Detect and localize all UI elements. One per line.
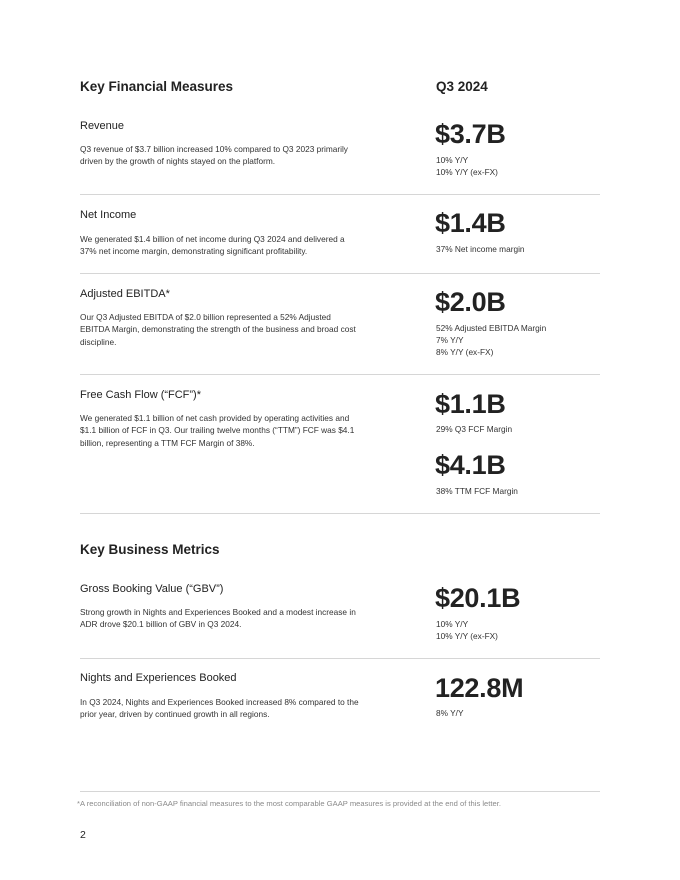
period-label: Q3 2024 (436, 79, 488, 94)
divider (80, 658, 600, 659)
revenue-value: $3.7B (435, 119, 506, 149)
net-income-value: $1.4B (435, 208, 506, 238)
nights-value: 122.8M (435, 673, 524, 703)
gbv-yoy: 10% Y/Y (436, 619, 469, 629)
net-income-description: We generated $1.4 billion of net income during Q3 2024 and delivered a 37% net income margin, demonstrating significant profitability. (80, 234, 345, 257)
fcf-description: We generated $1.1 billion of net cash provided by operating activities and $1.1 billion of FCF in Q3. Our trailing twelve months (“TTM”) FCF was $4.1 billion, representing a TTM FCF Margin of 38%. (80, 413, 355, 448)
gbv-description: Strong growth in Nights and Experiences Booked and a modest increase in ADR drove $20.1 billion of GBV in Q3 2024. (80, 607, 356, 630)
fcf-q3-margin: 29% Q3 FCF Margin (436, 424, 513, 434)
net-income-margin: 37% Net income margin (436, 244, 525, 254)
ebitda-label: Adjusted EBITDA* (80, 288, 170, 300)
gbv-value: $20.1B (435, 583, 521, 613)
page-number: 2 (80, 829, 86, 841)
ebitda-value: $2.0B (435, 287, 506, 317)
ebitda-yoy-exfx: 8% Y/Y (ex-FX) (436, 347, 494, 357)
divider (80, 374, 600, 375)
nights-description: In Q3 2024, Nights and Experiences Booked increased 8% compared to the prior year, driven by continued growth in all regions. (80, 697, 359, 720)
revenue-description: Q3 revenue of $3.7 billion increased 10% compared to Q3 2023 primarily driven by the growth of nights stayed on the platform. (80, 144, 348, 167)
nights-label: Nights and Experiences Booked (80, 672, 237, 684)
gbv-label: Gross Booking Value (“GBV”) (80, 583, 224, 595)
gbv-yoy-exfx: 10% Y/Y (ex-FX) (436, 631, 498, 641)
ebitda-yoy: 7% Y/Y (436, 335, 464, 345)
nights-yoy: 8% Y/Y (436, 708, 464, 718)
net-income-label: Net Income (80, 209, 137, 221)
ebitda-margin: 52% Adjusted EBITDA Margin (436, 323, 547, 333)
footer-divider (80, 791, 600, 792)
divider (80, 194, 600, 195)
revenue-yoy: 10% Y/Y (436, 155, 469, 165)
fcf-ttm-margin: 38% TTM FCF Margin (436, 486, 518, 496)
section-title-business: Key Business Metrics (80, 542, 220, 557)
revenue-label: Revenue (80, 120, 125, 132)
fcf-label: Free Cash Flow (“FCF”)* (80, 389, 202, 401)
divider (80, 273, 600, 274)
footnote: *A reconciliation of non-GAAP financial measures to the most comparable GAAP measures is provided at the end of this letter. (77, 799, 501, 808)
section-title-financial: Key Financial Measures (80, 79, 234, 94)
fcf-q3-value: $1.1B (435, 389, 506, 419)
ebitda-description: Our Q3 Adjusted EBITDA of $2.0 billion represented a 52% Adjusted EBITDA Margin, demonstrating the strength of the business and broad cost discipline. (80, 312, 356, 347)
revenue-yoy-exfx: 10% Y/Y (ex-FX) (436, 167, 498, 177)
fcf-ttm-value: $4.1B (435, 450, 506, 480)
divider (80, 513, 600, 514)
